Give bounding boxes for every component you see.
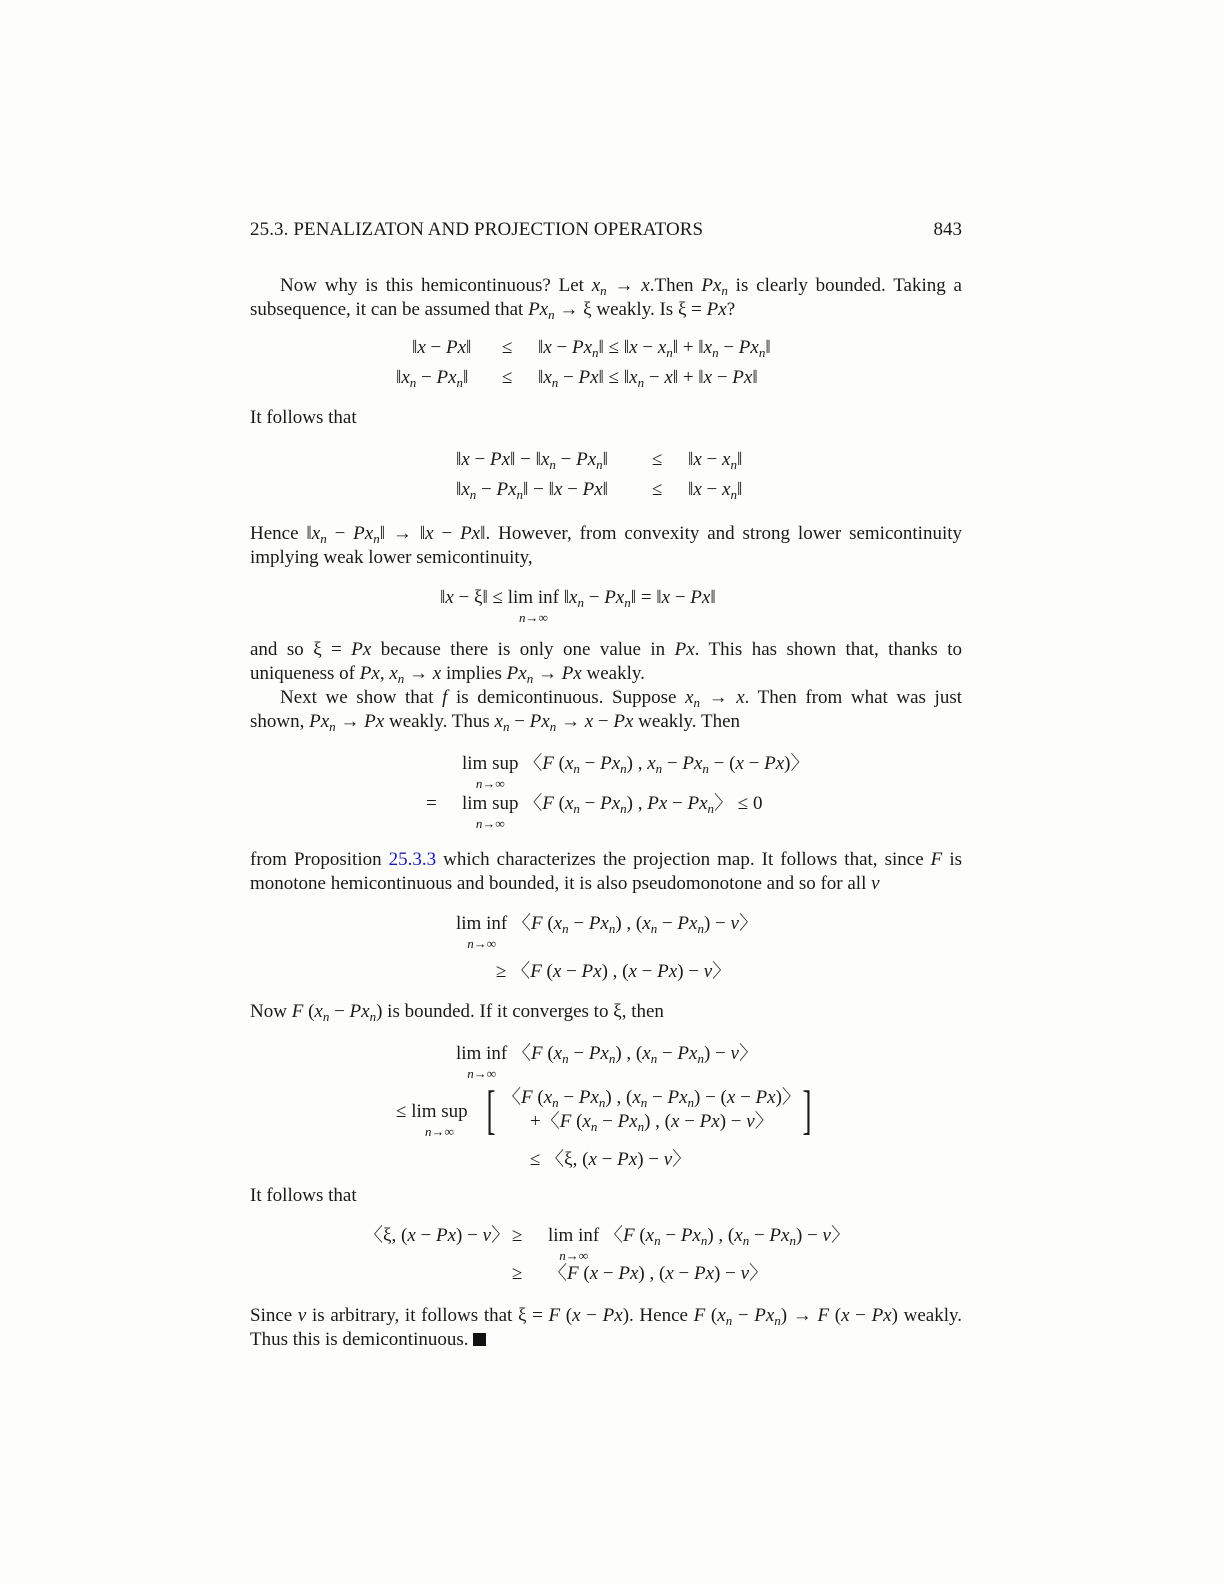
proposition-link[interactable]: 25.3.3 — [388, 849, 437, 870]
display-equation-2: ‖x − Px‖ − $‖x_n$ − $Px_n‖$ ≤ ‖x − $x_n‖$ $‖x_n$ − $Px_n‖$ − ‖x − Px‖ ≤ ‖x − $x_n‖$ — [456, 449, 743, 502]
display-equation-xi: 〈ξ, (x − Px) − v〉 ≥ lim inf n→∞ 〈F $(x_n - Px_n)$ , $(x_n - Px_n) - v$〉 ≥ 〈F (x − Px) , (x − Px) − v〉 — [364, 1225, 850, 1284]
paragraph-proposition: from Proposition 25.3.3 which characterizes the projection map. It follows that, since F is monotone hemicontinuous and bounded, it is also pseudomonotone and so for all v — [250, 849, 962, 894]
paragraph-hemicontinuous: Now why is this hemicontinuous? Let $x_n$ → x.Then $Px_n$ is clearly bounded. Taking a subsequence, it can be assumed that $Px_n \to \xi$ weakly. Is ξ = Px? — [250, 275, 962, 322]
page — [250, 218, 962, 1352]
paragraph-hence: Hence $‖x_n$ − $Px_n‖$ → ‖x − Px‖. However, from convexity and strong lower semicontinuity implying weak lower semicontinuity, — [250, 523, 962, 568]
display-equation-bracket: lim inf n→∞ 〈F $(x_n - Px_n)$ , $(x_n - Px_n) - v$〉 ≤ lim sup n→∞ [ 〈F $(x_n - Px_n)$ , $(x_n - Px_n) - (x - Px)$〉 +〈F $(x_n - Px_n)$ , (x − Px) − v〉 ] ≤ 〈ξ, (x − Px) − v〉 — [396, 1043, 812, 1170]
paragraph-demicontinuous: Next we show that f is demicontinuous. Suppose $x_n \to x$. Then from what was just shown, $Px_n \to Px$ weakly. Thus $x_n - Px_n \to x - Px$ weakly. Then — [250, 687, 963, 734]
display-equation-limsup: lim sup n→∞ 〈F $(x_n - Px_n)$ , $x_n - Px_n - (x - Px)$〉 = lim sup n→∞ 〈F $(x_n - Px_n)$ , $Px - Px_n$〉 ≤ 0 — [426, 753, 810, 831]
running-header — [250, 218, 962, 242]
section-title: 25.3. PENALIZATON AND PROJECTION OPERATORS — [250, 219, 704, 240]
display-equation-1: ‖x − Px‖ ≤ ‖x − $Px_n‖$ ≤ ‖x − $x_n‖$ + $‖x_n$ − $Px_n‖$ $‖x_n$ − $Px_n‖$ ≤ $‖x_n$ − Px‖ ≤ $‖x_n$ − x‖ + ‖x − Px‖ — [396, 337, 771, 390]
paragraph-it-follows: It follows that — [250, 407, 357, 428]
paragraph-now-f: Now F $(x_n - Px_n)$ is bounded. If it converges to ξ, then — [250, 1001, 664, 1024]
paragraph-it-follows-2: It follows that — [250, 1185, 357, 1206]
paragraph-since: Since v is arbitrary, it follows that ξ = F (x − Px). Hence F $(x_n - Px_n) \to F$ (x − Px) weakly. Thus this is demicontinuous. — [250, 1305, 963, 1350]
paragraph-and-so: and so ξ = Px because there is only one value in Px. This has shown that, thanks to uniqueness of Px, $x_n \to x$ implies $Px_n \to Px$ weakly. — [250, 639, 962, 686]
display-equation-pseudomonotone: lim inf n→∞ 〈F $(x_n - Px_n)$ , $(x_n - Px_n) - v$〉 ≥ 〈F (x − Px) , (x − Px) − v〉 — [456, 913, 758, 982]
page-number: 843 — [933, 219, 962, 240]
qed-square — [473, 1333, 486, 1346]
display-equation-liminf: ‖x − ξ‖ ≤ lim inf n→∞ $‖x_n$ − $Px_n‖$ = ‖x − Px‖ — [440, 587, 716, 625]
